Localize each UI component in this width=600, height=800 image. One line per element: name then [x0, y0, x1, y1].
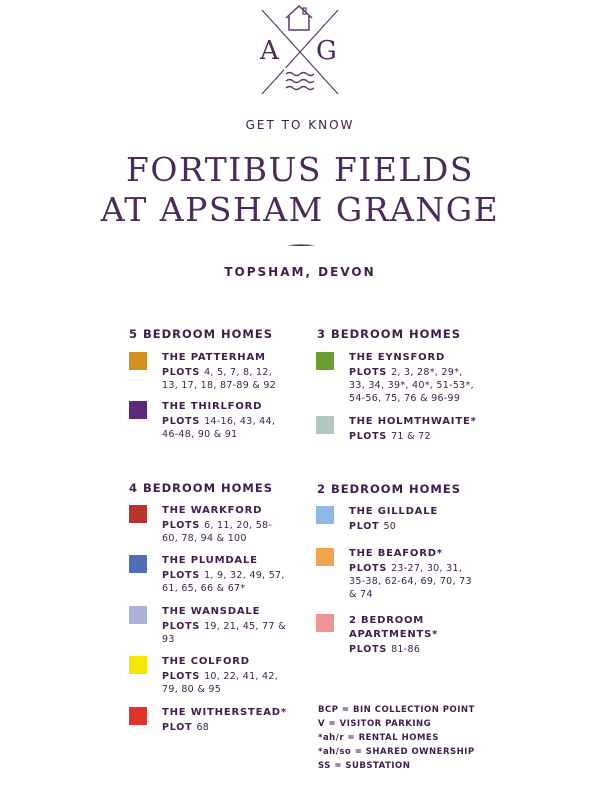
two-bedroom-heading: 2 BEDROOM HOMES: [317, 482, 462, 496]
abbreviation-legend: [318, 703, 475, 773]
page-title-line-1: FORTIBUS FIELDS: [126, 150, 474, 189]
legend-item: *ah/so = SHARED OWNERSHIP: [318, 747, 475, 757]
color-swatch: [316, 352, 334, 370]
home-name: THE PATTERHAM: [162, 352, 266, 363]
home-plots: PLOTS 10, 22, 41, 42, 79, 80 & 95: [162, 671, 279, 695]
color-swatch: [316, 416, 334, 434]
home-name: THE WANSDALE: [162, 606, 261, 617]
home-plots: PLOTS 4, 5, 7, 8, 12, 13, 17, 18, 87-89 & 92: [162, 367, 277, 391]
legend-item: *ah/r = RENTAL HOMES: [318, 733, 439, 743]
color-swatch: [129, 606, 147, 624]
legend-item: BCP = BIN COLLECTION POINT: [318, 705, 475, 715]
location-label: TOPSHAM, DEVON: [224, 265, 376, 279]
home-plots: PLOTS 19, 21, 45, 77 & 93: [162, 621, 286, 645]
page-title-line-2: AT APSHAM GRANGE: [100, 190, 500, 229]
color-swatch: [129, 505, 147, 523]
home-name: THE BEAFORD*: [349, 548, 443, 559]
home-plots: PLOTS 23-27, 30, 31, 35-38, 62-64, 69, 70, 73 & 74: [349, 563, 472, 600]
home-name: THE WARKFORD: [162, 505, 263, 516]
color-swatch: [316, 506, 334, 524]
home-plots: PLOTS 2, 3, 28*, 29*, 33, 34, 39*, 40*, 51-53*, 54-56, 75, 76 & 96-99: [349, 367, 474, 404]
home-plots: PLOTS 1, 9, 32, 49, 57, 61, 65, 66 & 67*: [162, 570, 285, 594]
logo-letter-g: G: [316, 36, 337, 66]
home-plots: PLOT 68: [162, 722, 210, 733]
home-name: THE WITHERSTEAD*: [162, 707, 287, 718]
home-name: THE COLFORD: [162, 656, 250, 667]
home-plots: PLOTS 81-86: [349, 644, 421, 655]
home-name: THE HOLMTHWAITE*: [349, 416, 477, 427]
home-name: THE PLUMDALE: [162, 555, 258, 566]
home-name: THE EYNSFORD: [349, 352, 446, 363]
home-plots: PLOTS 14-16, 43, 44, 46-48, 90 & 91: [162, 416, 276, 440]
home-plots: PLOTS 6, 11, 20, 58-60, 78, 94 & 100: [162, 520, 273, 544]
home-name: THE THIRLFORD: [162, 401, 263, 412]
color-swatch: [129, 707, 147, 725]
color-swatch: [129, 656, 147, 674]
color-swatch: [129, 401, 147, 419]
legend-item: V = VISITOR PARKING: [318, 719, 432, 729]
home-plots: PLOTS 71 & 72: [349, 431, 431, 442]
brush-stroke-divider: [287, 243, 315, 247]
color-swatch: [316, 548, 334, 566]
home-plots: PLOT 50: [349, 521, 397, 532]
eyebrow-text: GET TO KNOW: [245, 118, 355, 132]
logo-letter-a: A: [260, 36, 279, 66]
home-name: THE GILLDALE: [349, 506, 439, 517]
development-logo: [258, 4, 342, 96]
color-swatch: [316, 614, 334, 632]
home-name: 2 BEDROOM APARTMENTS*: [349, 615, 439, 640]
legend-item: SS = SUBSTATION: [318, 761, 411, 771]
color-swatch: [129, 555, 147, 573]
page-title: [0, 150, 600, 230]
three-bedroom-heading: 3 BEDROOM HOMES: [317, 327, 462, 341]
color-swatch: [129, 352, 147, 370]
five-bedroom-heading: 5 BEDROOM HOMES: [129, 327, 274, 341]
four-bedroom-heading: 4 BEDROOM HOMES: [129, 481, 274, 495]
